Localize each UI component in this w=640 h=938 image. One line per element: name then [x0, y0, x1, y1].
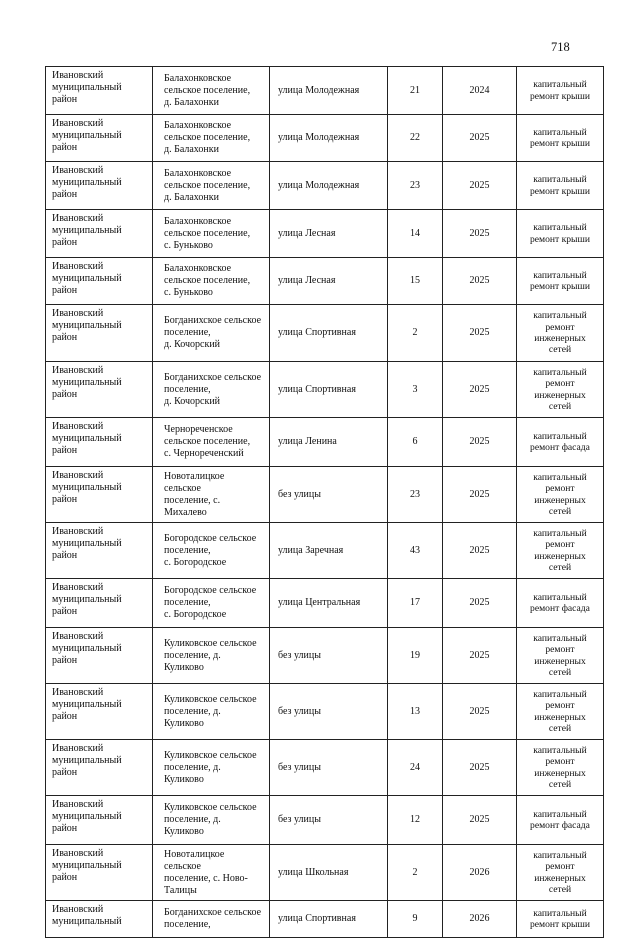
- year-cell-text: 2024: [469, 84, 490, 96]
- district-cell-text: Ивановский муниципальный район: [52, 213, 122, 248]
- work-type-cell-text: капитальный ремонт инженерных сетей: [533, 527, 587, 573]
- house-number-cell-text: 22: [410, 132, 420, 143]
- district-cell-text: Ивановский муниципальный район: [52, 261, 122, 296]
- street-cell: [270, 628, 388, 684]
- year-cell: [443, 210, 517, 258]
- street-cell-text: без улицы: [278, 814, 321, 825]
- year-cell-text: 2025: [469, 814, 490, 825]
- house-number-cell: [388, 362, 443, 418]
- street-cell: [270, 740, 388, 796]
- year-cell-text: 2025: [469, 227, 490, 239]
- year-cell: [443, 67, 517, 115]
- year-cell: [443, 115, 517, 162]
- street-cell-text: улица Спортивная: [278, 327, 356, 338]
- street-cell-text: улица Спортивная: [278, 383, 356, 395]
- house-number-cell: [388, 740, 443, 796]
- district-cell-text: Ивановский муниципальный район: [52, 582, 122, 617]
- work-type-cell: [517, 684, 604, 740]
- house-number-cell: [388, 628, 443, 684]
- house-number-cell: [388, 523, 443, 579]
- settlement-cell-text: Балахонковское сельское поселение, с. Буньково: [164, 215, 251, 251]
- district-cell-text: Ивановский муниципальный район: [52, 470, 122, 505]
- settlement-cell-text: Балахонковское сельское поселение, с. Буньково: [164, 263, 251, 298]
- table-row: [46, 523, 604, 579]
- district-cell: [46, 901, 153, 938]
- settlement-cell-text: Чернореченское сельское поселение, с. Чернореченский: [164, 424, 251, 459]
- work-type-cell-text: капитальный ремонт фасада: [530, 430, 590, 453]
- district-cell-text: Ивановский муниципальный район: [52, 848, 122, 883]
- street-cell: [270, 162, 388, 210]
- street-cell-text: без улицы: [278, 649, 321, 661]
- settlement-cell: [153, 901, 270, 938]
- street-cell: [270, 684, 388, 740]
- street-cell: [270, 305, 388, 362]
- work-type-cell: [517, 467, 604, 523]
- house-number-cell-text: 3: [412, 383, 418, 395]
- settlement-cell: [153, 67, 270, 115]
- house-number-cell-text: 23: [410, 488, 420, 500]
- table-row: [46, 845, 604, 901]
- settlement-cell-text: Новоталицкое сельское поселение, с. Ново- Талицы: [164, 848, 248, 896]
- house-number-cell: [388, 901, 443, 938]
- house-number-cell-text: 14: [410, 227, 420, 239]
- settlement-cell-text: Богданихское сельское поселение,: [164, 907, 262, 930]
- work-type-cell-text: капитальный ремонт крыши: [529, 79, 591, 102]
- year-cell: [443, 901, 517, 938]
- year-cell: [443, 740, 517, 796]
- table-row: [46, 305, 604, 362]
- settlement-cell-text: Богородское сельское поселение, с. Богородское: [164, 585, 257, 620]
- district-cell-text: Ивановский муниципальный район: [52, 118, 122, 153]
- year-cell: [443, 305, 517, 362]
- settlement-cell-text: Балахонковское сельское поселение, д. Балахонки: [164, 72, 251, 108]
- settlement-cell: [153, 418, 270, 467]
- work-type-cell: [517, 210, 604, 258]
- street-cell: [270, 67, 388, 115]
- district-cell: [46, 67, 153, 115]
- settlement-cell-text: Балахонковское сельское поселение, д. Балахонки: [164, 167, 251, 203]
- street-cell: [270, 523, 388, 579]
- district-cell: [46, 305, 153, 362]
- settlement-cell-text: Куликовское сельское поселение, д. Куликово: [164, 749, 257, 785]
- street-cell-text: улица Заречная: [278, 544, 344, 556]
- house-number-cell: [388, 115, 443, 162]
- house-number-cell: [388, 684, 443, 740]
- settlement-cell: [153, 210, 270, 258]
- house-number-cell-text: 2: [412, 327, 418, 338]
- district-cell: [46, 684, 153, 740]
- work-type-cell-text: капитальный ремонт инженерных сетей: [533, 849, 587, 895]
- street-cell-text: улица Ленина: [278, 436, 337, 447]
- table-row: [46, 162, 604, 210]
- year-cell-text: 2025: [469, 179, 490, 191]
- work-type-cell: [517, 115, 604, 162]
- work-type-cell-text: капитальный ремонт крыши: [529, 126, 591, 149]
- district-cell: [46, 628, 153, 684]
- house-number-cell-text: 2: [412, 866, 418, 878]
- settlement-cell-text: Балахонковское сельское поселение, д. Балахонки: [164, 120, 251, 155]
- house-number-cell-text: 13: [410, 705, 420, 717]
- district-cell: [46, 162, 153, 210]
- year-cell: [443, 418, 517, 467]
- year-cell: [443, 684, 517, 740]
- table-body: [46, 67, 604, 938]
- house-number-cell-text: 17: [410, 597, 420, 608]
- table-row: [46, 684, 604, 740]
- repair-schedule-table: [45, 66, 604, 938]
- work-type-cell-text: капитальный ремонт инженерных сетей: [533, 744, 587, 790]
- district-cell: [46, 579, 153, 628]
- year-cell-text: 2025: [469, 488, 490, 500]
- district-cell-text: Ивановский муниципальный район: [52, 631, 122, 666]
- work-type-cell-text: капитальный ремонт инженерных сетей: [533, 632, 587, 678]
- year-cell: [443, 579, 517, 628]
- house-number-cell-text: 15: [410, 275, 420, 286]
- table-row: [46, 579, 604, 628]
- district-cell-text: Ивановский муниципальный район: [52, 421, 122, 456]
- settlement-cell-text: Новоталицкое сельское поселение, с. Михалево: [164, 470, 225, 518]
- house-number-cell-text: 23: [410, 179, 420, 191]
- settlement-cell: [153, 740, 270, 796]
- district-cell-text: Ивановский муниципальный район: [52, 70, 122, 105]
- street-cell: [270, 418, 388, 467]
- year-cell-text: 2025: [469, 275, 490, 286]
- year-cell: [443, 523, 517, 579]
- settlement-cell-text: Богданихское сельское поселение, д. Кочорский: [164, 371, 262, 407]
- house-number-cell-text: 6: [412, 436, 418, 447]
- house-number-cell: [388, 305, 443, 362]
- street-cell-text: без улицы: [278, 488, 321, 500]
- settlement-cell-text: Куликовское сельское поселение, д. Куликово: [164, 637, 257, 673]
- work-type-cell: [517, 305, 604, 362]
- year-cell: [443, 362, 517, 418]
- house-number-cell-text: 12: [410, 814, 420, 825]
- street-cell-text: улица Школьная: [278, 866, 349, 878]
- table-row: [46, 210, 604, 258]
- street-cell: [270, 362, 388, 418]
- year-cell-text: 2025: [469, 761, 490, 773]
- street-cell-text: улица Молодежная: [278, 179, 360, 191]
- settlement-cell-text: Куликовское сельское поселение, д. Куликово: [164, 802, 257, 837]
- settlement-cell: [153, 162, 270, 210]
- work-type-cell-text: капитальный ремонт крыши: [529, 174, 591, 197]
- house-number-cell-text: 43: [410, 544, 420, 556]
- house-number-cell: [388, 258, 443, 305]
- table-row: [46, 628, 604, 684]
- settlement-cell: [153, 845, 270, 901]
- street-cell: [270, 258, 388, 305]
- district-cell: [46, 796, 153, 845]
- settlement-cell: [153, 684, 270, 740]
- street-cell: [270, 796, 388, 845]
- settlement-cell-text: Куликовское сельское поселение, д. Куликово: [164, 693, 257, 729]
- table-row: [46, 418, 604, 467]
- house-number-cell: [388, 796, 443, 845]
- district-cell: [46, 115, 153, 162]
- year-cell-text: 2025: [469, 597, 490, 608]
- year-cell-text: 2025: [469, 327, 490, 338]
- street-cell: [270, 579, 388, 628]
- table-row: [46, 115, 604, 162]
- work-type-cell: [517, 523, 604, 579]
- street-cell-text: улица Центральная: [278, 597, 361, 608]
- street-cell: [270, 210, 388, 258]
- settlement-cell: [153, 362, 270, 418]
- street-cell: [270, 467, 388, 523]
- house-number-cell: [388, 67, 443, 115]
- work-type-cell-text: капитальный ремонт фасада: [530, 808, 590, 831]
- table-row: [46, 67, 604, 115]
- settlement-cell: [153, 579, 270, 628]
- settlement-cell: [153, 305, 270, 362]
- year-cell-text: 2025: [469, 436, 490, 447]
- street-cell-text: улица Лесная: [278, 227, 336, 239]
- work-type-cell-text: капитальный ремонт инженерных сетей: [533, 310, 587, 356]
- settlement-cell-text: Богданихское сельское поселение, д. Кочорский: [164, 315, 262, 350]
- district-cell: [46, 740, 153, 796]
- settlement-cell: [153, 115, 270, 162]
- table-row: [46, 362, 604, 418]
- street-cell-text: улица Лесная: [278, 275, 336, 286]
- year-cell: [443, 845, 517, 901]
- work-type-cell: [517, 258, 604, 305]
- work-type-cell-text: капитальный ремонт фасада: [530, 591, 590, 614]
- page-number: 718: [551, 40, 570, 54]
- district-cell: [46, 210, 153, 258]
- street-cell-text: без улицы: [278, 705, 321, 717]
- year-cell: [443, 628, 517, 684]
- house-number-cell-text: 21: [410, 84, 420, 96]
- district-cell-text: Ивановский муниципальный район: [52, 365, 122, 400]
- year-cell-text: 2026: [469, 913, 490, 924]
- table-row: [46, 467, 604, 523]
- street-cell: [270, 115, 388, 162]
- street-cell: [270, 901, 388, 938]
- district-cell-text: Ивановский муниципальный: [52, 904, 122, 927]
- work-type-cell-text: капитальный ремонт крыши: [529, 907, 591, 930]
- work-type-cell-text: капитальный ремонт крыши: [529, 222, 591, 245]
- year-cell-text: 2026: [469, 866, 490, 878]
- street-cell-text: улица Молодежная: [278, 84, 360, 96]
- table-row: [46, 901, 604, 938]
- settlement-cell: [153, 258, 270, 305]
- work-type-cell-text: капитальный ремонт инженерных сетей: [533, 366, 587, 412]
- house-number-cell-text: 24: [410, 761, 420, 773]
- table-row: [46, 796, 604, 845]
- work-type-cell: [517, 628, 604, 684]
- settlement-cell-text: Богородское сельское поселение, с. Богородское: [164, 532, 257, 568]
- street-cell-text: улица Спортивная: [278, 913, 356, 924]
- year-cell-text: 2025: [469, 132, 490, 143]
- work-type-cell: [517, 845, 604, 901]
- work-type-cell: [517, 362, 604, 418]
- district-cell: [46, 258, 153, 305]
- house-number-cell: [388, 579, 443, 628]
- settlement-cell: [153, 467, 270, 523]
- work-type-cell: [517, 796, 604, 845]
- year-cell-text: 2025: [469, 383, 490, 395]
- street-cell-text: улица Молодежная: [278, 132, 360, 143]
- year-cell: [443, 162, 517, 210]
- district-cell: [46, 467, 153, 523]
- district-cell-text: Ивановский муниципальный район: [52, 799, 122, 834]
- house-number-cell: [388, 418, 443, 467]
- district-cell: [46, 845, 153, 901]
- work-type-cell: [517, 740, 604, 796]
- street-cell: [270, 845, 388, 901]
- work-type-cell: [517, 579, 604, 628]
- work-type-cell: [517, 162, 604, 210]
- district-cell-text: Ивановский муниципальный район: [52, 308, 122, 343]
- settlement-cell: [153, 628, 270, 684]
- house-number-cell: [388, 210, 443, 258]
- district-cell-text: Ивановский муниципальный район: [52, 687, 122, 722]
- district-cell: [46, 362, 153, 418]
- settlement-cell: [153, 796, 270, 845]
- year-cell: [443, 467, 517, 523]
- district-cell: [46, 418, 153, 467]
- house-number-cell: [388, 845, 443, 901]
- work-type-cell: [517, 418, 604, 467]
- table-row: [46, 740, 604, 796]
- district-cell-text: Ивановский муниципальный район: [52, 165, 122, 200]
- year-cell: [443, 258, 517, 305]
- table-row: [46, 258, 604, 305]
- year-cell-text: 2025: [469, 649, 490, 661]
- district-cell: [46, 523, 153, 579]
- district-cell-text: Ивановский муниципальный район: [52, 743, 122, 778]
- work-type-cell: [517, 901, 604, 938]
- settlement-cell: [153, 523, 270, 579]
- district-cell-text: Ивановский муниципальный район: [52, 526, 122, 561]
- work-type-cell: [517, 67, 604, 115]
- house-number-cell: [388, 467, 443, 523]
- year-cell-text: 2025: [469, 544, 490, 556]
- house-number-cell: [388, 162, 443, 210]
- work-type-cell-text: капитальный ремонт крыши: [529, 269, 591, 292]
- house-number-cell-text: 19: [410, 649, 420, 661]
- work-type-cell-text: капитальный ремонт инженерных сетей: [533, 688, 587, 734]
- year-cell-text: 2025: [469, 705, 490, 717]
- work-type-cell-text: капитальный ремонт инженерных сетей: [533, 471, 587, 517]
- street-cell-text: без улицы: [278, 761, 321, 773]
- year-cell: [443, 796, 517, 845]
- house-number-cell-text: 9: [412, 913, 418, 924]
